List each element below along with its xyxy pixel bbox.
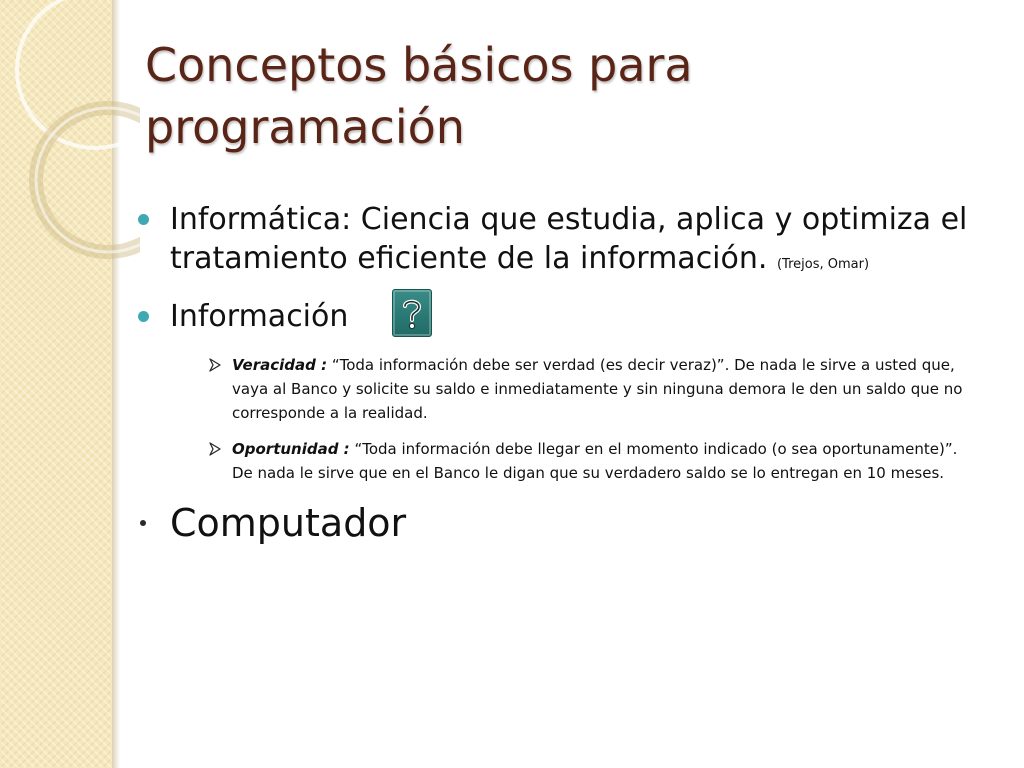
bullet-computador bbox=[136, 497, 976, 549]
computador-label: Computador bbox=[170, 500, 407, 545]
oportunidad-text: “Toda información debe llegar en el momento indicado (o sea oportunamente)”. De nada le sirve que en el Banco le digan que su verdadero saldo se lo entregan en 10 meses. bbox=[232, 439, 958, 482]
slide-content bbox=[136, 200, 976, 549]
subitem-veracidad bbox=[204, 353, 976, 425]
decorative-rings bbox=[0, 0, 140, 260]
bullet-dot bbox=[140, 520, 146, 526]
arrow-bullet-icon bbox=[208, 441, 222, 457]
help-button[interactable] bbox=[392, 289, 432, 337]
arrow-bullet-icon bbox=[208, 357, 222, 373]
term-oportunidad: Oportunidad : bbox=[232, 439, 350, 458]
bullet-dot bbox=[138, 214, 149, 225]
slide-title: Conceptos básicos para programación bbox=[145, 38, 693, 154]
informatica-definition: Informática: Ciencia que estudia, aplica y optimiza el tratamiento eficiente de la información. bbox=[170, 202, 968, 276]
term-veracidad: Veracidad : bbox=[232, 355, 328, 374]
informacion-sublist bbox=[170, 353, 976, 485]
informacion-label: Información bbox=[170, 299, 349, 334]
bullet-informacion bbox=[136, 297, 976, 485]
citation: (Trejos, Omar) bbox=[776, 257, 870, 272]
bullet-informatica bbox=[136, 200, 976, 284]
bullet-dot bbox=[138, 311, 149, 322]
question-mark-icon bbox=[399, 296, 425, 330]
subitem-oportunidad bbox=[204, 437, 976, 485]
veracidad-text: “Toda información debe ser verdad (es decir veraz)”. De nada le sirve a usted que, vaya al Banco y solicite su saldo e inmediatamente y sin ninguna demora le den un saldo que no corresponde a la realidad. bbox=[232, 355, 963, 422]
